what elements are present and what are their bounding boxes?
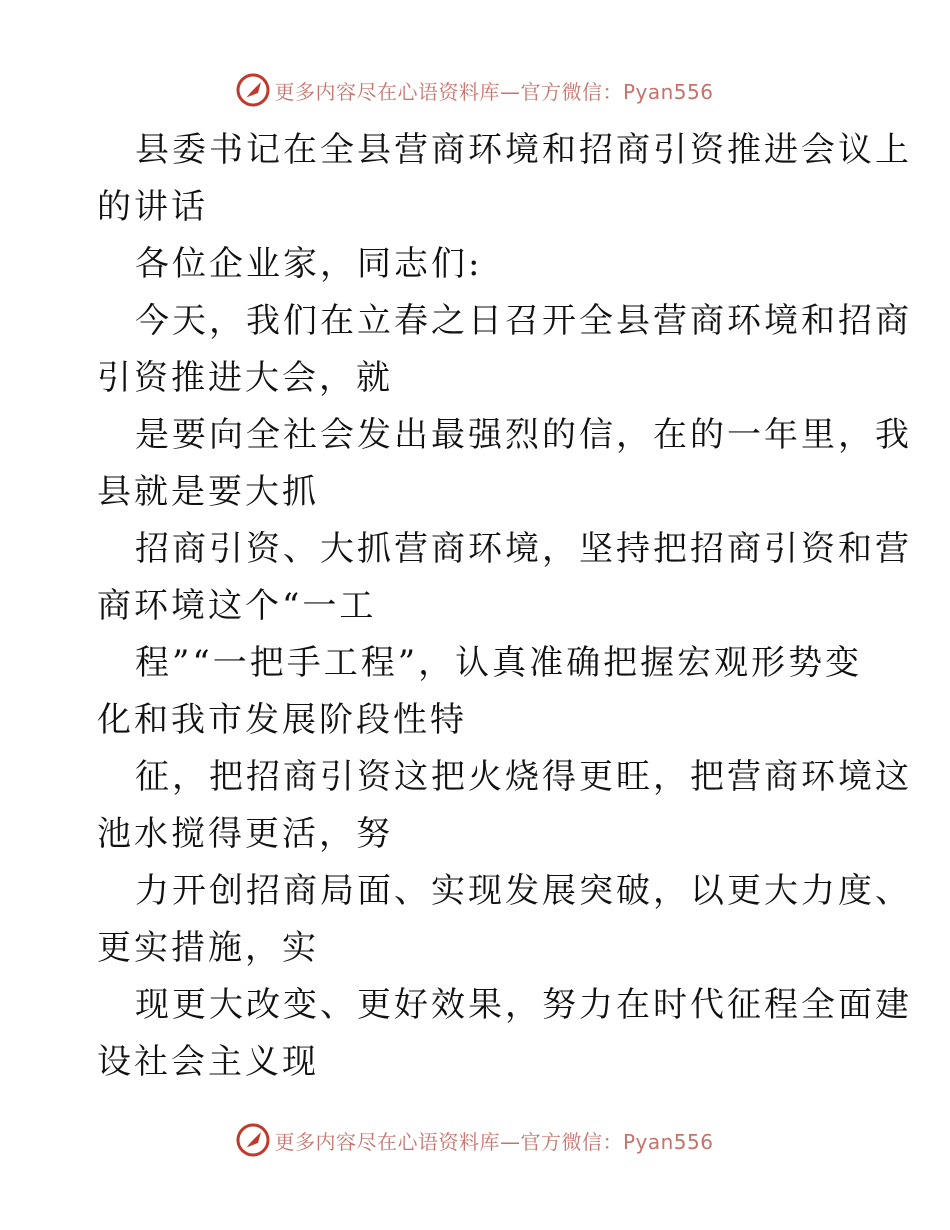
quill-logo-icon: [236, 73, 270, 107]
salutation-line: 各位企业家，同志们:: [135, 244, 483, 284]
body-line-9: 征，把招商引资这把火烧得更旺，把营商环境这: [135, 757, 912, 797]
quill-logo-icon: [236, 1123, 270, 1157]
footer-watermark: [0, 1120, 950, 1160]
title-line-2: 的讲话: [97, 187, 208, 227]
header-watermark: [0, 70, 950, 110]
document-body: [97, 122, 912, 1091]
body-line-12: 更实措施，实: [97, 928, 319, 968]
body-line-3: 是要向全社会发出最强烈的信，在的一年里，我: [135, 415, 912, 455]
watermark-text: 更多内容尽在心语资料库—官方微信：Pyan556: [274, 1129, 714, 1154]
body-line-5: 招商引资、大抓营商环境，坚持把招商引资和营: [135, 529, 912, 569]
body-line-8: 化和我市发展阶段性特: [97, 700, 467, 740]
body-line-4: 县就是要大抓: [97, 472, 319, 512]
body-line-10: 池水搅得更活，努: [97, 814, 393, 854]
body-line-13: 现更大改变、更好效果，努力在时代征程全面建: [135, 985, 912, 1025]
title-line-1: 县委书记在全县营商环境和招商引资推进会议上: [135, 130, 912, 170]
body-line-11: 力开创招商局面、实现发展突破，以更大力度、: [135, 871, 912, 911]
watermark-text: 更多内容尽在心语资料库—官方微信：Pyan556: [274, 79, 714, 104]
body-line-6: 商环境这个“一工: [97, 586, 377, 626]
body-line-14: 设社会主义现: [97, 1042, 319, 1082]
body-line-1: 今天，我们在立春之日召开全县营商环境和招商: [135, 301, 912, 341]
body-line-2: 引资推进大会，就: [97, 358, 393, 398]
body-line-7: 程”“一把手工程”，认真准确把握宏观形势变: [135, 643, 863, 683]
